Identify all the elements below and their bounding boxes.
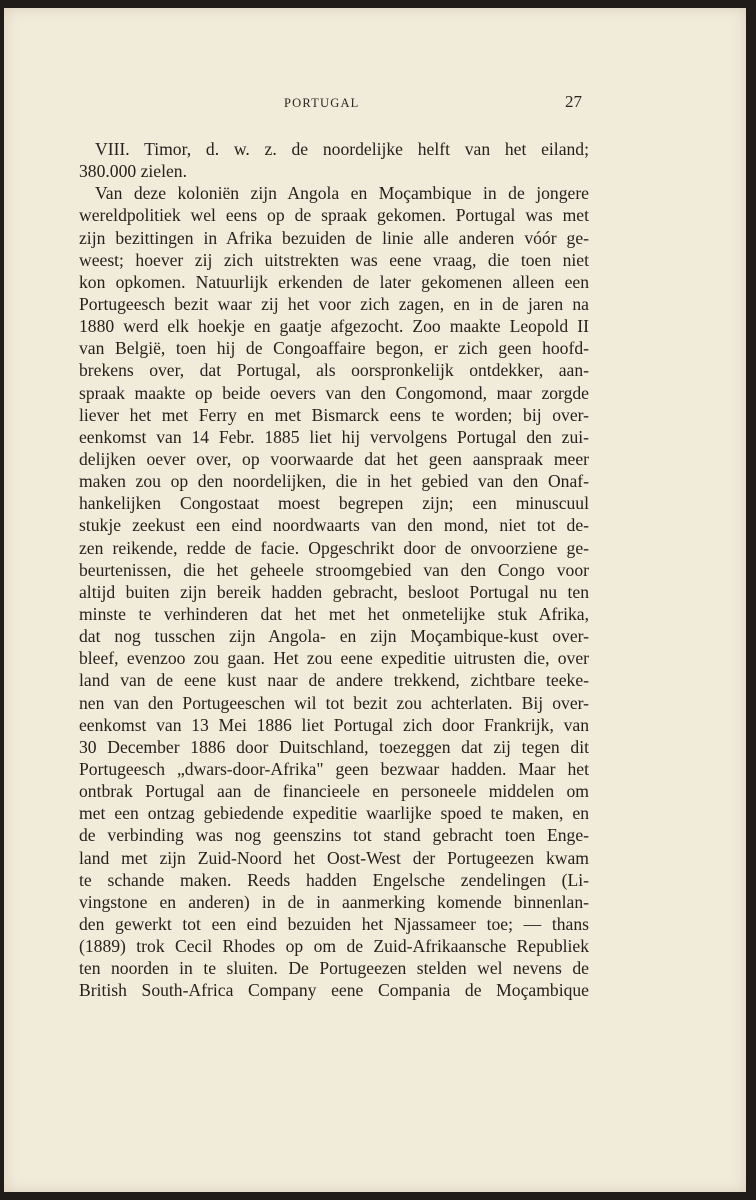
text-line: dat nog tusschen zijn Angola- en zijn Moçambique-kust over- [79, 626, 589, 647]
text-line: bleef, evenzoo zou gaan. Het zou eene expeditie uitrusten die, over [79, 648, 589, 669]
text-line: wereldpolitiek wel eens op de spraak gekomen. Portugal was met [79, 205, 589, 226]
text-line: hankelijken Congostaat moest begrepen zijn; een minuscuul [79, 493, 589, 514]
text-line: Van deze koloniën zijn Angola en Moçambique in de jongere [95, 183, 589, 204]
text-line: minste te verhinderen dat het met het onmetelijke stuk Afrika, [79, 603, 589, 624]
text-line: 1880 werd elk hoekje en gaatje afgezocht. Zoo maakte Leopold II [79, 316, 589, 337]
text-line: land van de eene kust naar de andere trekkend, zichtbare teeke- [79, 670, 589, 691]
text-line: Portugeesch bezit waar zij het voor zich zagen, en in de jaren na [79, 293, 589, 314]
body-text [79, 138, 589, 1001]
text-line: weest; hoever zij zich uitstrekten was eene vraag, die toen niet [79, 249, 589, 270]
text-line: spraak maakte op beide oevers van den Congomond, maar zorgde [79, 382, 589, 403]
text-line: British South-Africa Company eene Compania de Moçambique [79, 980, 589, 1001]
text-line: Portugeesch „dwars-door-Afrika" geen bezwaar hadden. Maar het [79, 758, 589, 779]
text-line: kon opkomen. Natuurlijk erkenden de later gekomenen alleen een [79, 271, 589, 292]
text-line: met een ontzag gebiedende expeditie waarlijke spoed te maken, en [79, 803, 589, 824]
text-line: den gewerkt tot een eind bezuiden het Njassameer toe; — thans [79, 913, 589, 934]
text-line: vingstone en anderen) in de in aanmerking komende binnenlan- [79, 891, 589, 912]
text-line: van België, toen hij de Congoaffaire begon, er zich geen hoofd- [79, 338, 589, 359]
text-line: eenkomst van 13 Mei 1886 liet Portugal zich door Frankrijk, van [79, 714, 589, 735]
text-line: eenkomst van 14 Febr. 1885 liet hij vervolgens Portugal den zui- [79, 426, 589, 447]
text-line: delijken oever over, op voorwaarde dat het geen aanspraak meer [79, 448, 589, 469]
text-line: altijd buiten zijn bereik hadden gebracht, besloot Portugal nu ten [79, 581, 589, 602]
text-line: ten noorden in te sluiten. De Portugeezen stelden wel nevens de [79, 958, 589, 979]
text-line: (1889) trok Cecil Rhodes op om de Zuid-Afrikaansche Republiek [79, 936, 589, 957]
text-line: stukje zeekust een eind noordwaarts van den mond, niet tot de- [79, 515, 589, 536]
text-line: 30 December 1886 door Duitschland, toezeggen dat zij tegen dit [79, 736, 589, 757]
text-line: de verbinding was nog geenszins tot stand gebracht toen Enge- [79, 825, 589, 846]
page-number: 27 [565, 92, 582, 111]
text-line: ontbrak Portugal aan de financieele en personeele middelen om [79, 781, 589, 802]
text-line: nen van den Portugeeschen wil tot bezit zou achterlaten. Bij over- [79, 692, 589, 713]
text-line: maken zou op den noordelijken, die in het gebied van den Onaf- [79, 471, 589, 492]
text-line: 380.000 zielen. [79, 161, 187, 182]
text-line: VIII. Timor, d. w. z. de noordelijke helft van het eiland; [95, 139, 589, 159]
text-line: liever het met Ferry en met Bismarck eens te worden; bij over- [79, 404, 589, 425]
text-line: te schande maken. Reeds hadden Engelsche zendelingen (Li- [79, 869, 589, 890]
page-header [79, 92, 582, 118]
book-page [4, 8, 746, 1192]
text-line: zijn bezittingen in Afrika bezuiden de linie alle anderen vóór ge- [79, 227, 589, 248]
text-line: zen reikende, redde de facie. Opgeschrikt door de onvoorziene ge- [79, 537, 589, 558]
text-line: brekens over, dat Portugal, als oorspronkelijk ontdekker, aan- [79, 360, 589, 381]
text-line: beurtenissen, die het geheele stroomgebied van den Congo voor [79, 559, 589, 580]
text-line: land met zijn Zuid-Noord het Oost-West der Portugeezen kwam [79, 847, 589, 868]
running-head: PORTUGAL [284, 96, 360, 110]
